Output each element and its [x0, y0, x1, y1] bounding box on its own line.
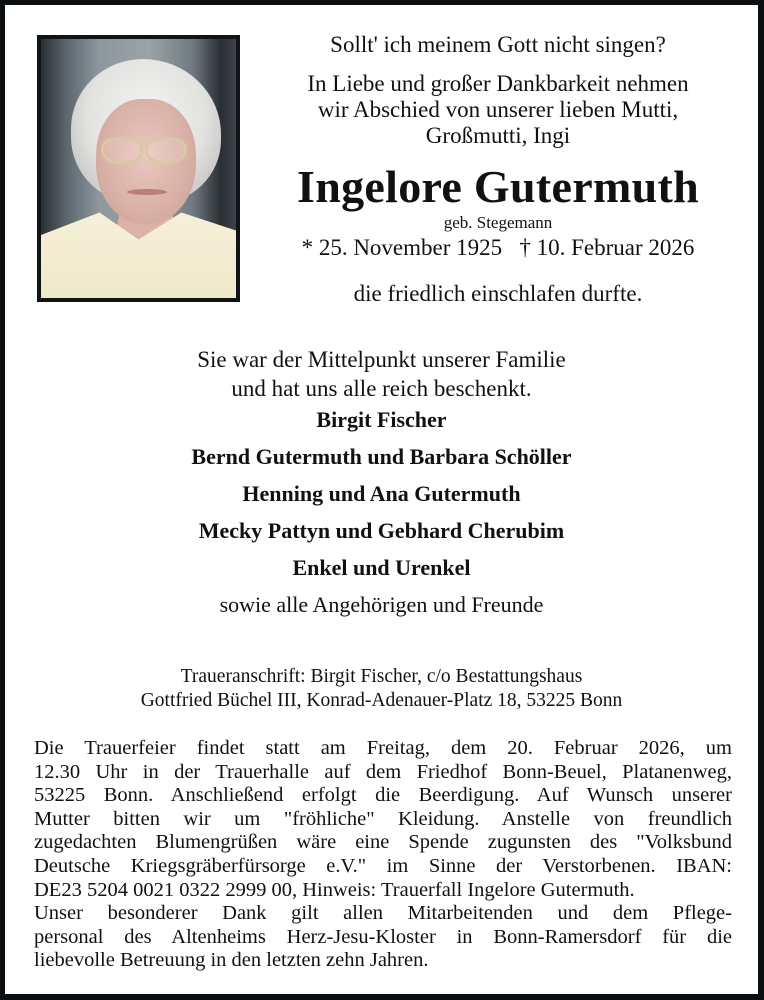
notice-line: liebevolle Betreuung in den letzten zehn Jahren.	[34, 949, 429, 972]
obituary-card	[5, 5, 758, 994]
intro-line: In Liebe und großer Dankbarkeit nehmen	[307, 71, 689, 96]
life-dates	[263, 233, 733, 263]
verse: Sollt' ich meinem Gott nicht singen?	[330, 32, 666, 57]
notice-line: DE23 5204 0021 0322 2999 00, Hinweis: Trauerfall Ingelore Gutermuth.	[34, 878, 635, 901]
mourner: Henning und Ana Gutermuth	[242, 481, 521, 506]
tribute-line: und hat uns alle reich beschenkt.	[231, 376, 532, 401]
notice-line: Deutsche Kriegsgräberfürsorge e.V." im Sinne der Verstorbenen. IBAN:	[34, 854, 732, 877]
notice-line: Die Trauerfeier findet statt am Freitag, dem 20. Februar 2026, um	[34, 737, 732, 759]
mourning-address	[5, 665, 758, 713]
portrait-photo	[41, 39, 236, 298]
notice-line: Mutter bitten wir um "fröhliche" Kleidung. Anstelle von freundlich	[34, 807, 732, 830]
closing-line: die friedlich einschlafen durfte.	[353, 281, 643, 306]
mourners-others: sowie alle Angehörigen und Freunde	[219, 592, 544, 617]
cross-icon: †	[519, 235, 531, 260]
tribute	[5, 345, 758, 403]
photo-glasses-left	[101, 137, 143, 165]
funeral-notice	[34, 737, 732, 973]
mourners-list	[5, 401, 758, 623]
address-line: Gottfried Büchel III, Konrad-Adenauer-Platz 18, 53225 Bonn	[140, 690, 623, 711]
intro-line: Großmutti, Ingi	[425, 123, 571, 148]
address-line: Traueranschrift: Birgit Fischer, c/o Bestattungshaus	[180, 666, 583, 687]
mourner: Enkel und Urenkel	[292, 555, 471, 580]
notice-line: 53225 Bonn. Anschließend erfolgt die Beerdigung. Auf Wunsch unserer	[34, 784, 732, 807]
birth-date: * 25. November 1925	[301, 235, 503, 260]
portrait-photo-frame	[37, 35, 240, 302]
notice-line: 12.30 Uhr in der Trauerhalle auf dem Friedhof Bonn-Beuel, Platanenweg,	[34, 760, 732, 783]
tribute-line: Sie war der Mittelpunkt unserer Familie	[197, 347, 566, 372]
notice-line: personal des Altenheims Herz-Jesu-Kloster in Bonn-Ramersdorf für die	[34, 925, 732, 948]
photo-mouth	[127, 189, 167, 195]
mourner: Mecky Pattyn und Gebhard Cherubim	[198, 518, 565, 543]
deceased-name: Ingelore Gutermuth	[297, 161, 699, 212]
intro-text	[263, 71, 733, 149]
notice-line: Unser besonderer Dank gilt allen Mitarbeitenden und dem Pflege-	[34, 902, 732, 925]
mourner: Bernd Gutermuth und Barbara Schöller	[191, 444, 572, 469]
maiden-name: geb. Stegemann	[443, 213, 553, 232]
notice-line: zugedachten Blumengrüßen wäre eine Spende zugunsten des "Volksbund	[34, 831, 732, 854]
intro-line: wir Abschied von unserer lieben Mutti,	[317, 97, 679, 122]
death-date: 10. Februar 2026	[536, 235, 695, 260]
mourner: Birgit Fischer	[316, 407, 447, 432]
photo-glasses-right	[145, 137, 187, 165]
